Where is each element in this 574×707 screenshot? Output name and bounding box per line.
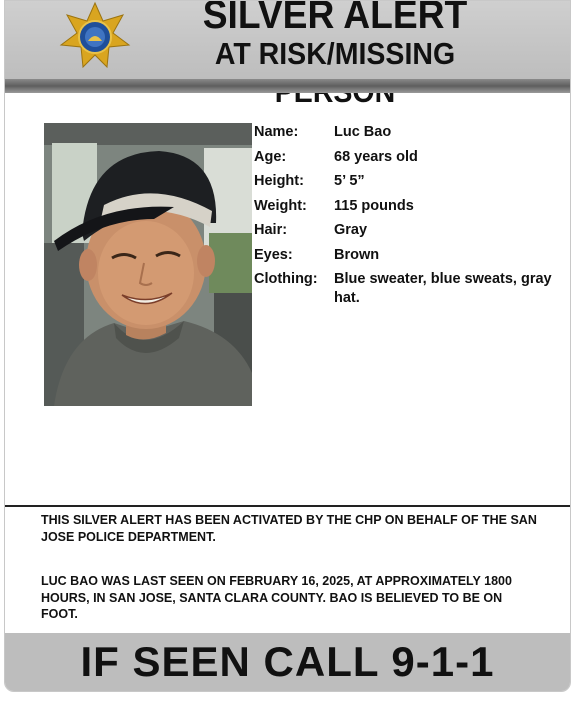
call-911-text: IF SEEN CALL 9-1-1 <box>80 638 495 685</box>
section-divider <box>5 505 570 507</box>
detail-value: Blue sweater, blue sweats, gray hat. <box>334 271 552 306</box>
detail-label: Height: <box>254 173 304 189</box>
detail-value: 115 pounds <box>334 197 414 214</box>
last-seen-notice: LUC BAO WAS LAST SEEN ON FEBRUARY 16, 2025, AT APPROXIMATELY 1800 HOURS, IN SAN JOSE, SANTA CLARA COUNTY. BAO IS BELIEVED TO BE ON FOOT. <box>41 574 512 621</box>
chp-star-badge-icon <box>55 1 135 71</box>
alert-header <box>5 1 570 79</box>
detail-label: Age: <box>254 148 287 165</box>
detail-value: Gray <box>334 222 368 238</box>
detail-label: Name: <box>254 124 299 140</box>
missing-person-photo <box>44 123 252 406</box>
person-details <box>254 123 564 314</box>
detail-row-eyes <box>254 246 564 265</box>
detail-row-clothing <box>254 270 564 308</box>
detail-row-hair <box>254 221 564 240</box>
header-divider-stripe <box>5 79 570 93</box>
detail-label: Weight: <box>254 197 307 214</box>
silver-alert-poster <box>4 0 571 692</box>
detail-value: 68 years old <box>334 148 418 165</box>
detail-row-weight <box>254 197 564 216</box>
detail-label: Eyes: <box>254 246 293 263</box>
alert-title: SILVER ALERT <box>202 0 468 37</box>
detail-value: Luc Bao <box>334 124 392 140</box>
call-to-action-banner <box>5 633 570 691</box>
activation-notice: THIS SILVER ALERT HAS BEEN ACTIVATED BY THE CHP ON BEHALF OF THE SAN JOSE POLICE DEPARTMENT. <box>41 513 537 544</box>
detail-row-height <box>254 172 564 191</box>
detail-label: Clothing: <box>254 271 318 287</box>
detail-row-age <box>254 148 564 167</box>
detail-value: 5’ 5” <box>334 173 365 189</box>
alert-subtitle: AT RISK/MISSING <box>214 36 456 71</box>
detail-row-name <box>254 123 564 142</box>
detail-label: Hair: <box>254 222 288 238</box>
detail-value: Brown <box>334 246 380 263</box>
